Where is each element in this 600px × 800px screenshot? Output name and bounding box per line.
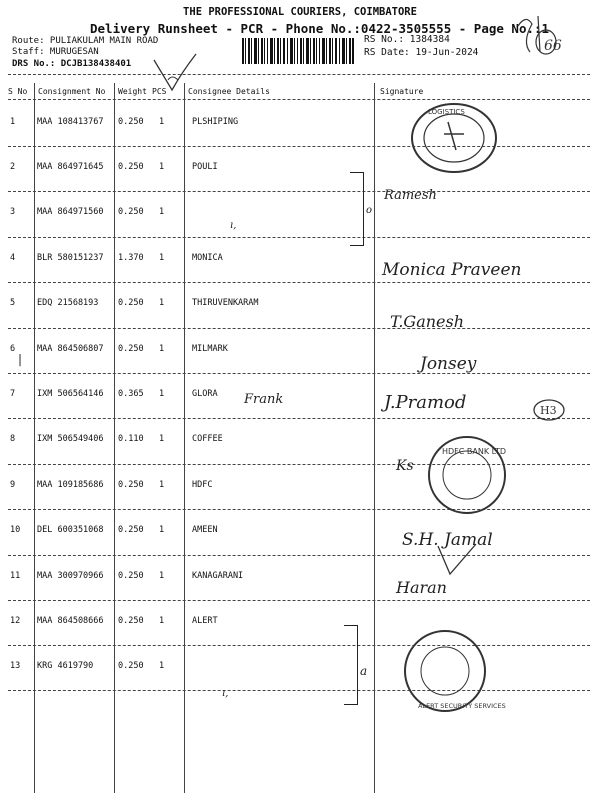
weight-value: 0.250 (118, 525, 144, 535)
weight-value: 0.250 (118, 661, 144, 671)
header-divider (8, 74, 590, 75)
consignee-name: MILMARK (192, 344, 228, 354)
consignee-name: GLORA (192, 389, 218, 399)
consignment-number: IXM 506564146 (37, 389, 104, 399)
security-services-stamp (402, 628, 506, 714)
row-sno: 10 (10, 525, 21, 535)
small-mark-row13: a (360, 664, 368, 678)
consignee-name: ALERT (192, 616, 218, 626)
pcs-count: 1 (159, 162, 165, 172)
row-sno: 2 (10, 162, 16, 172)
col-header-weight: Weight (118, 87, 147, 96)
consignee-name: AMEEN (192, 525, 218, 535)
consignment-number: MAA 864971645 (37, 162, 104, 172)
row-sno: 3 (10, 207, 16, 217)
handwritten-mark-row3: ı, (230, 220, 237, 231)
consignment-number: IXM 506549406 (37, 434, 104, 444)
consignment-number: MAA 300970966 (37, 571, 104, 581)
weight-value: 0.250 (118, 571, 144, 581)
logistics-stamp (408, 100, 500, 176)
consignee-name: MONICA (192, 253, 223, 263)
row-sno: 11 (10, 571, 21, 581)
pcs-count: 1 (159, 298, 165, 308)
weight-value: 0.250 (118, 207, 144, 217)
pcs-count: 1 (159, 571, 165, 581)
row-separator (8, 191, 590, 192)
stamp-text-row1: LOGISTICS (428, 108, 465, 116)
staff-label: Staff: MURUGESAN (12, 47, 99, 57)
row-sno: 9 (10, 480, 16, 490)
signature-row5: T.Ganesh (390, 312, 465, 331)
consignment-number: BLR 580151237 (37, 253, 104, 263)
stamp-text-row13: ALERT SECURITY SERVICES (418, 702, 506, 710)
row-separator (8, 690, 590, 691)
signature-row8: Ks (396, 458, 414, 474)
bracket-rows-12-13 (344, 625, 358, 705)
row-sno: 1 (10, 117, 16, 127)
weight-value: 0.365 (118, 389, 144, 399)
row-separator (8, 600, 590, 601)
weight-value: 0.250 (118, 298, 144, 308)
pcs-count: 1 (159, 616, 165, 626)
rs-date: RS Date: 19-Jun-2024 (364, 47, 479, 58)
pcs-count: 1 (159, 207, 165, 217)
consignment-number: KRG 4619790 (37, 661, 94, 671)
hdfc-bank-stamp (426, 434, 508, 516)
signature-row2: Ramesh (384, 188, 437, 203)
corner-note: 66 (544, 38, 562, 54)
row-sno: 13 (10, 661, 21, 671)
col-header-sno: S No (8, 87, 28, 96)
row-separator (8, 555, 590, 556)
row-sno: 12 (10, 616, 21, 626)
signature-row11: Haran (396, 578, 447, 597)
consignee-name: PLSHIPING (192, 117, 239, 127)
pcs-count: 1 (159, 253, 165, 263)
pcs-count: 1 (159, 434, 165, 444)
circle-text-row7: H3 (540, 404, 557, 417)
row-separator (8, 328, 590, 329)
pcs-count: 1 (159, 480, 165, 490)
pcs-count: 1 (159, 389, 165, 399)
consignment-number: MAA 108413767 (37, 117, 104, 127)
circled-code-row7 (532, 398, 566, 422)
consignee-name: COFFEE (192, 434, 223, 444)
consignment-number: DEL 600351068 (37, 525, 104, 535)
small-o-mark: o (366, 205, 373, 216)
column-line (34, 83, 35, 793)
col-header-consignment: Consignment No (38, 87, 106, 96)
bracket-rows-2-3 (350, 172, 364, 246)
signature-row4: Monica Praveen (382, 260, 522, 280)
corner-handwritten-mark (508, 12, 568, 58)
row-sno: 6 (10, 344, 16, 354)
row-separator (8, 645, 590, 646)
col-header-pcs: PCS (152, 87, 167, 96)
consignment-number: MAA 864508666 (37, 616, 104, 626)
weight-value: 0.250 (118, 117, 144, 127)
weight-value: 0.250 (118, 162, 144, 172)
handwritten-mark-row6: | (18, 352, 23, 366)
runsheet-subtitle: Delivery Runsheet - PCR - Phone No.:0422-3505555 - Page No.:1 (90, 21, 550, 36)
stamp-text-row8: HDFC BANK LTD (442, 447, 507, 456)
pcs-count: 1 (159, 117, 165, 127)
signature-row10: S.H. Jamal (402, 530, 493, 550)
signature-row6: Jonsey (420, 354, 477, 374)
consignment-number: MAA 864971560 (37, 207, 104, 217)
column-line (114, 83, 115, 793)
row-separator (8, 282, 590, 283)
handwritten-note-row7: Frank (244, 392, 284, 407)
arrow-mark-row10 (432, 540, 482, 580)
weight-value: 1.370 (118, 253, 144, 263)
drs-number: DRS No.: DCJB138438401 (12, 59, 132, 69)
weight-value: 0.250 (118, 616, 144, 626)
weight-value: 0.250 (118, 344, 144, 354)
consignment-number: EDQ 21568193 (37, 298, 99, 308)
signature-row7: J.Pramod (384, 392, 467, 413)
row-sno: 7 (10, 389, 16, 399)
row-sno: 5 (10, 298, 16, 308)
col-header-signature: Signature (380, 87, 424, 96)
weight-value: 0.250 (118, 480, 144, 490)
row-sno: 4 (10, 253, 16, 263)
pcs-count: 1 (159, 661, 165, 671)
pcs-count: 1 (159, 525, 165, 535)
consignee-name: HDFC (192, 480, 213, 490)
weight-value: 0.110 (118, 434, 144, 444)
barcode (242, 38, 354, 64)
consignment-number: MAA 109185686 (37, 480, 104, 490)
row-separator (8, 418, 590, 419)
row-separator (8, 237, 590, 238)
column-line (374, 83, 375, 793)
row-sno: 8 (10, 434, 16, 444)
rs-number: RS No.: 1384384 (364, 34, 450, 45)
column-line (184, 83, 185, 793)
route-label: Route: PULIAKULAM MAIN ROAD (12, 36, 159, 46)
header-divider (8, 99, 590, 100)
consignee-name: POULI (192, 162, 218, 172)
col-header-consignee: Consignee Details (188, 87, 270, 96)
handwritten-mark-row13: ı, (222, 688, 229, 699)
row-separator (8, 146, 590, 147)
company-title: THE PROFESSIONAL COURIERS, COIMBATORE (183, 6, 417, 18)
pcs-count: 1 (159, 344, 165, 354)
consignment-number: MAA 864506807 (37, 344, 104, 354)
row-separator (8, 373, 590, 374)
consignee-name: KANAGARANI (192, 571, 244, 581)
consignee-name: THIRUVENKARAM (192, 298, 259, 308)
